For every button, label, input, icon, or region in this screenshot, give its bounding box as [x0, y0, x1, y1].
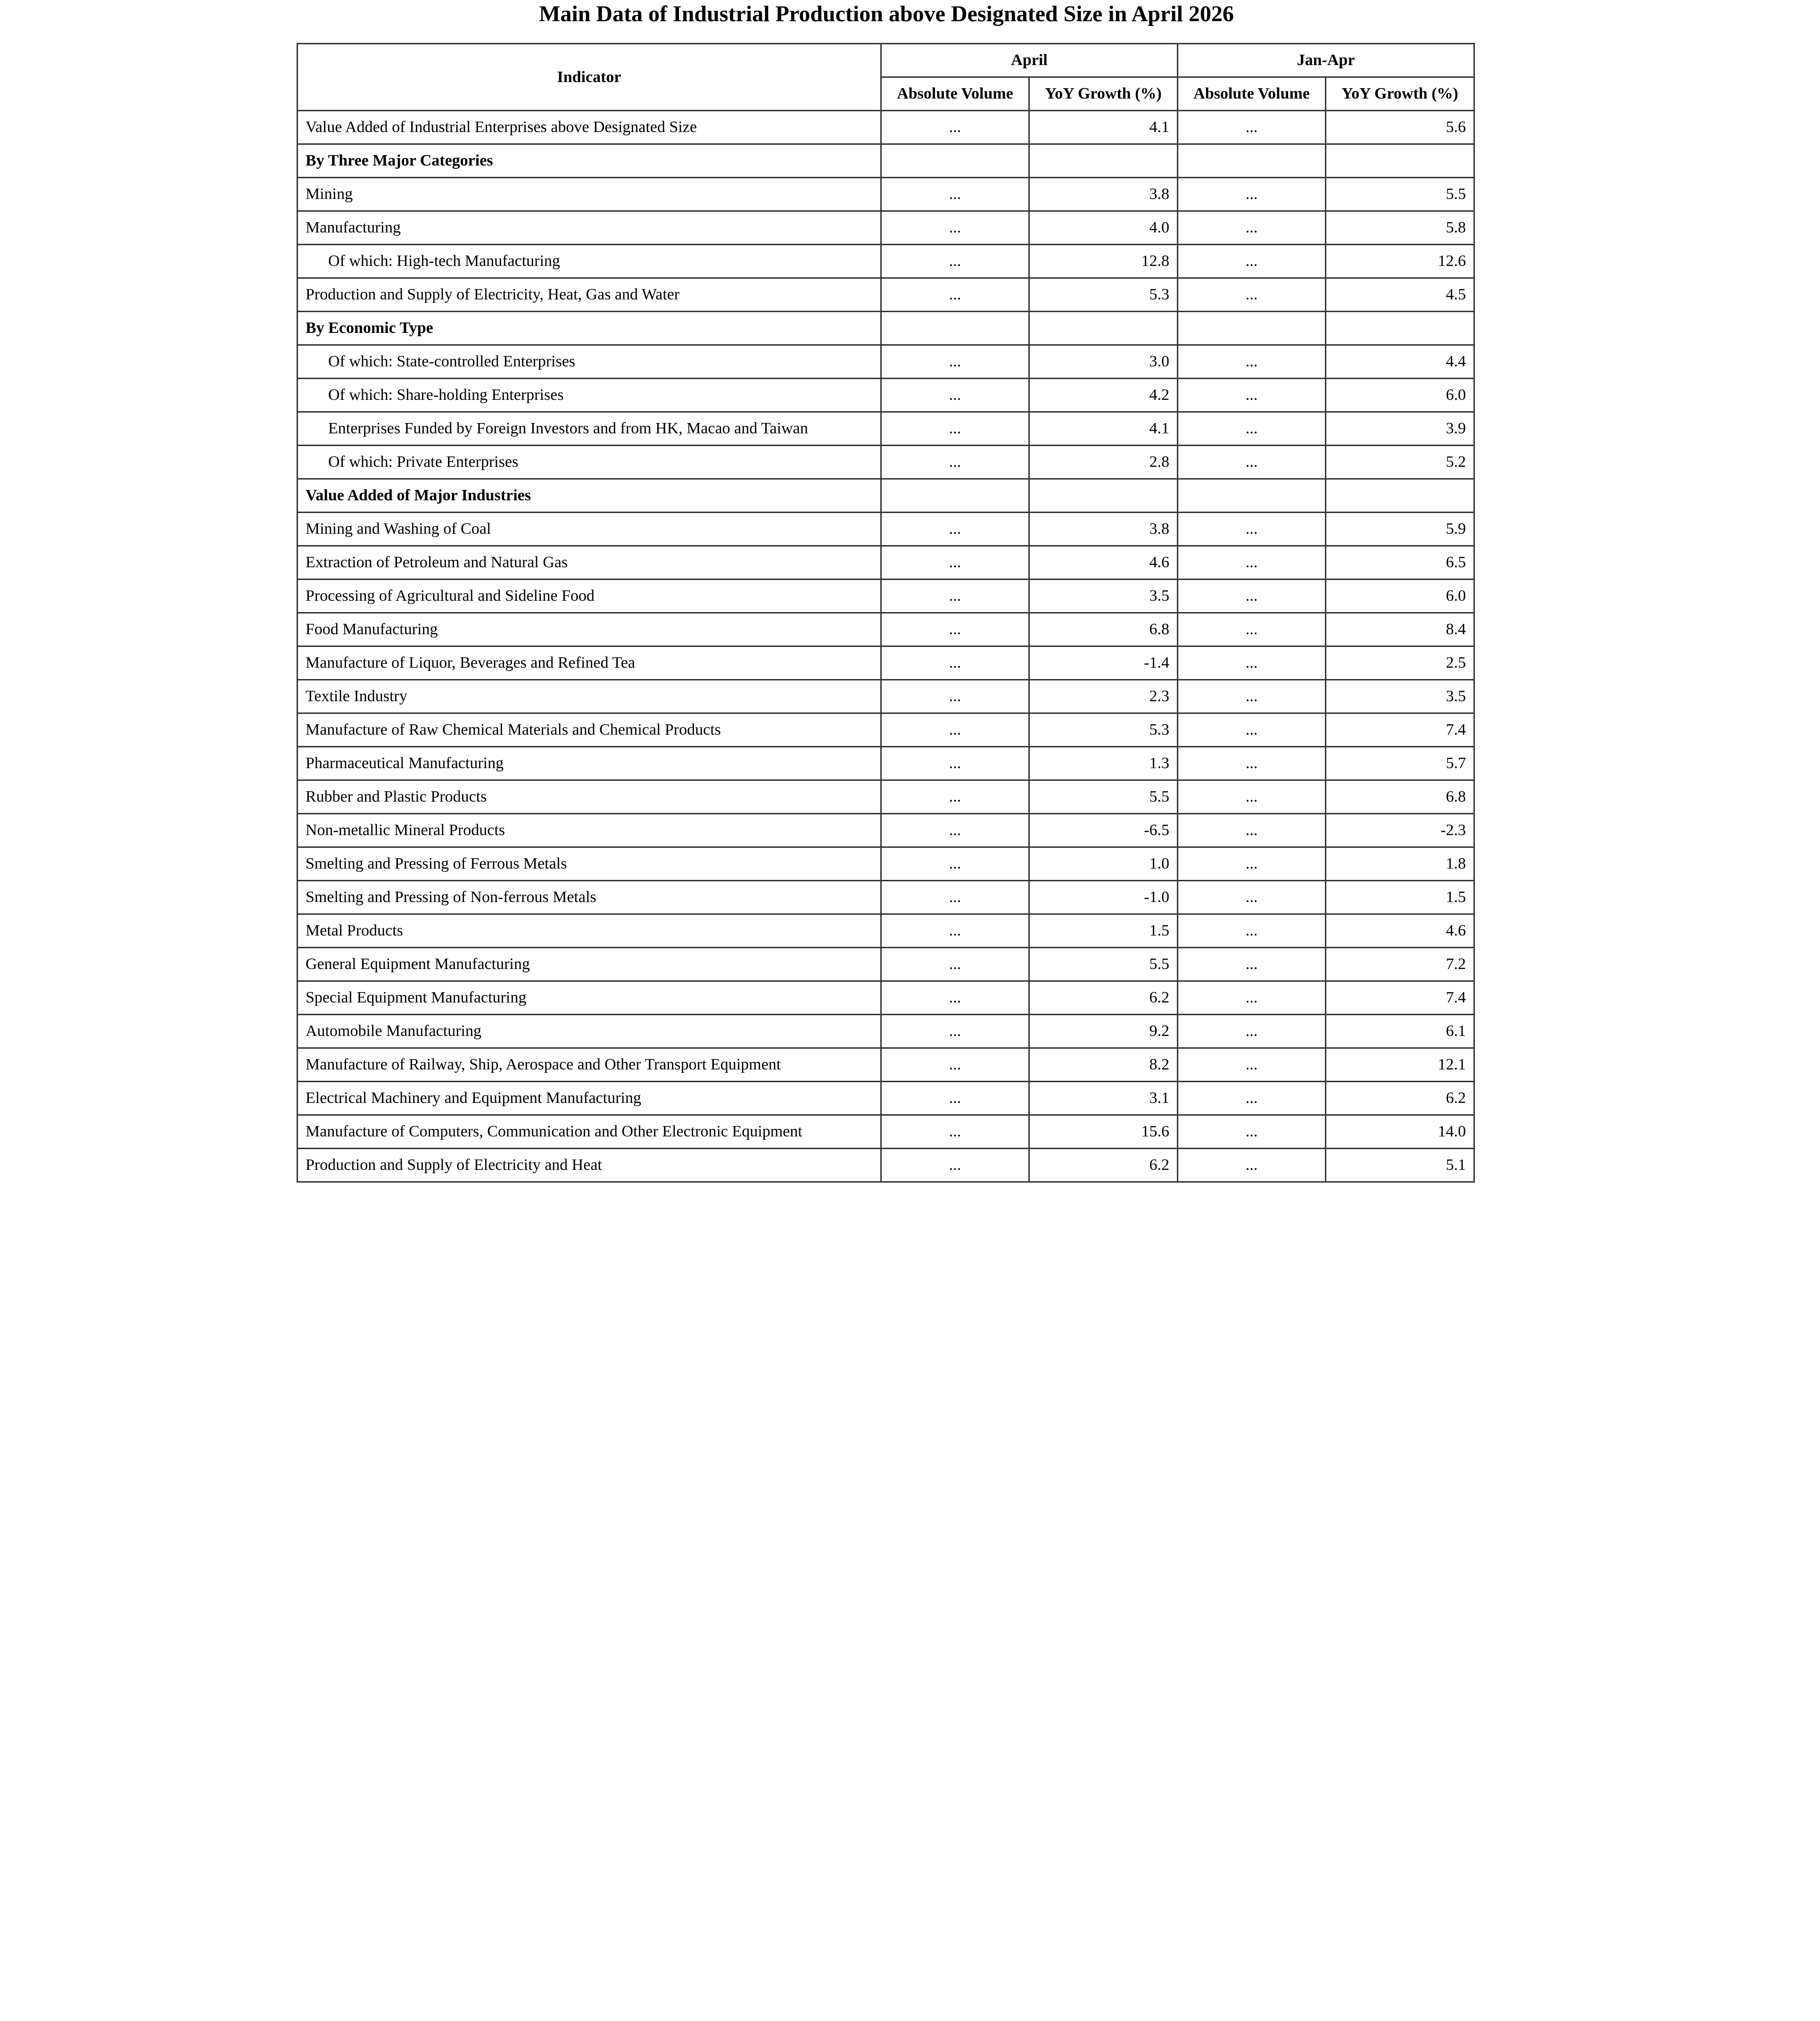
- row-jan-apr-yoy-growth: [1326, 312, 1474, 345]
- row-jan-apr-absolute-volume: ...: [1178, 948, 1326, 981]
- row-april-absolute-volume: ...: [881, 646, 1029, 680]
- row-april-yoy-growth: [1029, 479, 1178, 513]
- table-row: [298, 814, 1474, 847]
- row-indicator-label: Manufacture of Railway, Ship, Aerospace and Other Transport Equipment: [298, 1048, 881, 1082]
- row-jan-apr-yoy-growth: 5.5: [1326, 178, 1474, 211]
- row-indicator-label: Of which: High-tech Manufacturing: [298, 245, 881, 278]
- header-period-april: April: [881, 44, 1178, 77]
- industrial-production-table: [297, 43, 1475, 1183]
- row-april-absolute-volume: ...: [881, 914, 1029, 948]
- row-april-yoy-growth: 1.0: [1029, 847, 1178, 881]
- row-jan-apr-yoy-growth: 6.0: [1326, 580, 1474, 613]
- row-jan-apr-yoy-growth: 4.4: [1326, 345, 1474, 379]
- row-indicator-label: Of which: Share-holding Enterprises: [298, 379, 881, 412]
- table-row: [298, 780, 1474, 814]
- row-april-absolute-volume: ...: [881, 780, 1029, 814]
- table-row: [298, 1082, 1474, 1115]
- row-april-yoy-growth: 5.3: [1029, 278, 1178, 312]
- row-april-absolute-volume: ...: [881, 847, 1029, 881]
- row-indicator-label: Mining and Washing of Coal: [298, 513, 881, 546]
- row-jan-apr-absolute-volume: ...: [1178, 713, 1326, 747]
- row-jan-apr-absolute-volume: ...: [1178, 446, 1326, 479]
- row-april-absolute-volume: ...: [881, 948, 1029, 981]
- row-jan-apr-absolute-volume: ...: [1178, 747, 1326, 780]
- table-row: [298, 178, 1474, 211]
- row-april-yoy-growth: [1029, 312, 1178, 345]
- row-indicator-label: Pharmaceutical Manufacturing: [298, 747, 881, 780]
- page-title: Main Data of Industrial Production above Designated Size in April 2026: [539, 1, 1234, 26]
- row-jan-apr-yoy-growth: 1.8: [1326, 847, 1474, 881]
- row-jan-apr-absolute-volume: ...: [1178, 546, 1326, 580]
- table-row: [298, 546, 1474, 580]
- row-jan-apr-yoy-growth: 6.2: [1326, 1082, 1474, 1115]
- table-row: [298, 948, 1474, 981]
- row-jan-apr-yoy-growth: 3.9: [1326, 412, 1474, 446]
- row-april-absolute-volume: ...: [881, 412, 1029, 446]
- row-april-yoy-growth: 3.8: [1029, 178, 1178, 211]
- row-april-yoy-growth: [1029, 144, 1178, 178]
- row-jan-apr-yoy-growth: 5.7: [1326, 747, 1474, 780]
- table-row: [298, 513, 1474, 546]
- row-april-absolute-volume: ...: [881, 580, 1029, 613]
- row-april-yoy-growth: 1.3: [1029, 747, 1178, 780]
- row-april-yoy-growth: 6.8: [1029, 613, 1178, 646]
- row-april-absolute-volume: [881, 312, 1029, 345]
- row-jan-apr-yoy-growth: 5.1: [1326, 1149, 1474, 1182]
- table-header: [298, 44, 1474, 111]
- row-indicator-label: Special Equipment Manufacturing: [298, 981, 881, 1015]
- row-april-absolute-volume: ...: [881, 278, 1029, 312]
- row-indicator-label: Of which: State-controlled Enterprises: [298, 345, 881, 379]
- row-april-absolute-volume: ...: [881, 1015, 1029, 1048]
- row-april-yoy-growth: 4.6: [1029, 546, 1178, 580]
- row-jan-apr-yoy-growth: 6.5: [1326, 546, 1474, 580]
- row-jan-apr-absolute-volume: [1178, 144, 1326, 178]
- row-jan-apr-yoy-growth: 7.4: [1326, 981, 1474, 1015]
- row-april-yoy-growth: 2.8: [1029, 446, 1178, 479]
- row-jan-apr-absolute-volume: ...: [1178, 178, 1326, 211]
- table-row: [298, 446, 1474, 479]
- row-indicator-label: By Three Major Categories: [298, 144, 881, 178]
- row-april-absolute-volume: ...: [881, 211, 1029, 245]
- header-april-absolute-volume: Absolute Volume: [881, 77, 1029, 111]
- row-april-yoy-growth: 4.1: [1029, 111, 1178, 144]
- table-row: [298, 747, 1474, 780]
- row-jan-apr-absolute-volume: ...: [1178, 580, 1326, 613]
- row-april-absolute-volume: ...: [881, 613, 1029, 646]
- table-row: [298, 412, 1474, 446]
- row-jan-apr-yoy-growth: 4.5: [1326, 278, 1474, 312]
- row-jan-apr-absolute-volume: ...: [1178, 881, 1326, 914]
- row-jan-apr-absolute-volume: ...: [1178, 814, 1326, 847]
- row-april-absolute-volume: ...: [881, 1149, 1029, 1182]
- table-row: [298, 379, 1474, 412]
- row-april-yoy-growth: 3.8: [1029, 513, 1178, 546]
- row-jan-apr-yoy-growth: 5.2: [1326, 446, 1474, 479]
- row-april-yoy-growth: 6.2: [1029, 981, 1178, 1015]
- row-jan-apr-yoy-growth: 1.5: [1326, 881, 1474, 914]
- row-indicator-label: Rubber and Plastic Products: [298, 780, 881, 814]
- row-jan-apr-absolute-volume: [1178, 479, 1326, 513]
- row-jan-apr-yoy-growth: 6.8: [1326, 780, 1474, 814]
- header-row-periods: [298, 44, 1474, 77]
- row-april-absolute-volume: ...: [881, 680, 1029, 713]
- table-row: [298, 1015, 1474, 1048]
- row-jan-apr-yoy-growth: 3.5: [1326, 680, 1474, 713]
- row-indicator-label: Value Added of Major Industries: [298, 479, 881, 513]
- table-section-row: [298, 144, 1474, 178]
- row-indicator-label: Of which: Private Enterprises: [298, 446, 881, 479]
- row-indicator-label: Non-metallic Mineral Products: [298, 814, 881, 847]
- table-row: [298, 1115, 1474, 1149]
- table-row: [298, 613, 1474, 646]
- row-indicator-label: Food Manufacturing: [298, 613, 881, 646]
- table-row: [298, 680, 1474, 713]
- row-april-absolute-volume: ...: [881, 513, 1029, 546]
- row-indicator-label: Manufacture of Raw Chemical Materials and Chemical Products: [298, 713, 881, 747]
- row-indicator-label: Production and Supply of Electricity, Heat, Gas and Water: [298, 278, 881, 312]
- table-row: [298, 881, 1474, 914]
- table-row: [298, 211, 1474, 245]
- row-jan-apr-absolute-volume: ...: [1178, 278, 1326, 312]
- row-jan-apr-absolute-volume: ...: [1178, 981, 1326, 1015]
- row-indicator-label: Metal Products: [298, 914, 881, 948]
- row-jan-apr-yoy-growth: 5.9: [1326, 513, 1474, 546]
- row-april-absolute-volume: [881, 144, 1029, 178]
- table-body: [298, 111, 1474, 1182]
- row-april-yoy-growth: 12.8: [1029, 245, 1178, 278]
- row-jan-apr-absolute-volume: ...: [1178, 1082, 1326, 1115]
- row-indicator-label: By Economic Type: [298, 312, 881, 345]
- row-jan-apr-yoy-growth: 6.1: [1326, 1015, 1474, 1048]
- row-april-yoy-growth: 3.5: [1029, 580, 1178, 613]
- row-indicator-label: Manufacturing: [298, 211, 881, 245]
- row-jan-apr-yoy-growth: 6.0: [1326, 379, 1474, 412]
- table-row: [298, 713, 1474, 747]
- row-jan-apr-yoy-growth: 7.4: [1326, 713, 1474, 747]
- row-jan-apr-yoy-growth: -2.3: [1326, 814, 1474, 847]
- row-jan-apr-absolute-volume: ...: [1178, 914, 1326, 948]
- row-april-absolute-volume: ...: [881, 546, 1029, 580]
- table-section-row: [298, 312, 1474, 345]
- table-row: [298, 111, 1474, 144]
- table-row: [298, 847, 1474, 881]
- table-row: [298, 914, 1474, 948]
- row-jan-apr-absolute-volume: ...: [1178, 1115, 1326, 1149]
- row-indicator-label: Electrical Machinery and Equipment Manufacturing: [298, 1082, 881, 1115]
- row-april-absolute-volume: ...: [881, 1115, 1029, 1149]
- row-jan-apr-yoy-growth: [1326, 479, 1474, 513]
- row-april-yoy-growth: 4.1: [1029, 412, 1178, 446]
- row-jan-apr-absolute-volume: ...: [1178, 847, 1326, 881]
- row-indicator-label: Mining: [298, 178, 881, 211]
- row-april-absolute-volume: ...: [881, 1082, 1029, 1115]
- row-april-yoy-growth: 6.2: [1029, 1149, 1178, 1182]
- row-april-absolute-volume: ...: [881, 379, 1029, 412]
- row-indicator-label: Production and Supply of Electricity and Heat: [298, 1149, 881, 1182]
- row-jan-apr-absolute-volume: ...: [1178, 513, 1326, 546]
- row-april-absolute-volume: ...: [881, 446, 1029, 479]
- row-jan-apr-absolute-volume: [1178, 312, 1326, 345]
- row-indicator-label: Enterprises Funded by Foreign Investors and from HK, Macao and Taiwan: [298, 412, 881, 446]
- row-april-absolute-volume: ...: [881, 713, 1029, 747]
- row-april-absolute-volume: ...: [881, 111, 1029, 144]
- row-jan-apr-yoy-growth: 4.6: [1326, 914, 1474, 948]
- row-april-yoy-growth: 5.5: [1029, 780, 1178, 814]
- row-april-absolute-volume: ...: [881, 814, 1029, 847]
- row-april-yoy-growth: 9.2: [1029, 1015, 1178, 1048]
- row-april-absolute-volume: [881, 479, 1029, 513]
- row-april-yoy-growth: -1.0: [1029, 881, 1178, 914]
- row-jan-apr-yoy-growth: 2.5: [1326, 646, 1474, 680]
- header-jan-apr-absolute-volume: Absolute Volume: [1178, 77, 1326, 111]
- row-indicator-label: Smelting and Pressing of Ferrous Metals: [298, 847, 881, 881]
- row-indicator-label: Automobile Manufacturing: [298, 1015, 881, 1048]
- row-jan-apr-absolute-volume: ...: [1178, 1048, 1326, 1082]
- row-indicator-label: Manufacture of Computers, Communication and Other Electronic Equipment: [298, 1115, 881, 1149]
- row-april-absolute-volume: ...: [881, 178, 1029, 211]
- row-indicator-label: Processing of Agricultural and Sideline Food: [298, 580, 881, 613]
- table-row: [298, 981, 1474, 1015]
- row-jan-apr-absolute-volume: ...: [1178, 1015, 1326, 1048]
- table-row: [298, 580, 1474, 613]
- row-jan-apr-absolute-volume: ...: [1178, 245, 1326, 278]
- row-jan-apr-yoy-growth: 8.4: [1326, 613, 1474, 646]
- row-april-yoy-growth: 3.1: [1029, 1082, 1178, 1115]
- header-jan-apr-yoy-growth: YoY Growth (%): [1326, 77, 1474, 111]
- table-row: [298, 245, 1474, 278]
- row-indicator-label: Manufacture of Liquor, Beverages and Refined Tea: [298, 646, 881, 680]
- table-row: [298, 646, 1474, 680]
- row-indicator-label: General Equipment Manufacturing: [298, 948, 881, 981]
- row-indicator-label: Smelting and Pressing of Non-ferrous Metals: [298, 881, 881, 914]
- row-jan-apr-yoy-growth: 12.1: [1326, 1048, 1474, 1082]
- row-indicator-label: Textile Industry: [298, 680, 881, 713]
- row-april-absolute-volume: ...: [881, 245, 1029, 278]
- header-indicator: Indicator: [298, 44, 881, 111]
- row-jan-apr-yoy-growth: 5.8: [1326, 211, 1474, 245]
- row-april-yoy-growth: 8.2: [1029, 1048, 1178, 1082]
- row-april-yoy-growth: 5.3: [1029, 713, 1178, 747]
- row-april-yoy-growth: 1.5: [1029, 914, 1178, 948]
- row-jan-apr-absolute-volume: ...: [1178, 613, 1326, 646]
- table-row: [298, 345, 1474, 379]
- header-april-yoy-growth: YoY Growth (%): [1029, 77, 1178, 111]
- row-jan-apr-absolute-volume: ...: [1178, 646, 1326, 680]
- row-april-yoy-growth: 15.6: [1029, 1115, 1178, 1149]
- row-jan-apr-yoy-growth: 12.6: [1326, 245, 1474, 278]
- row-jan-apr-absolute-volume: ...: [1178, 345, 1326, 379]
- row-april-absolute-volume: ...: [881, 1048, 1029, 1082]
- row-jan-apr-yoy-growth: 7.2: [1326, 948, 1474, 981]
- row-april-absolute-volume: ...: [881, 881, 1029, 914]
- row-april-yoy-growth: 4.0: [1029, 211, 1178, 245]
- row-jan-apr-absolute-volume: ...: [1178, 379, 1326, 412]
- table-row: [298, 1048, 1474, 1082]
- table-row: [298, 1149, 1474, 1182]
- row-indicator-label: Extraction of Petroleum and Natural Gas: [298, 546, 881, 580]
- header-period-jan-apr: Jan-Apr: [1178, 44, 1474, 77]
- table-row: [298, 278, 1474, 312]
- row-indicator-label: Value Added of Industrial Enterprises above Designated Size: [298, 111, 881, 144]
- row-jan-apr-yoy-growth: [1326, 144, 1474, 178]
- row-jan-apr-absolute-volume: ...: [1178, 780, 1326, 814]
- row-april-yoy-growth: 3.0: [1029, 345, 1178, 379]
- row-april-yoy-growth: -1.4: [1029, 646, 1178, 680]
- row-jan-apr-absolute-volume: ...: [1178, 412, 1326, 446]
- row-jan-apr-absolute-volume: ...: [1178, 1149, 1326, 1182]
- row-jan-apr-absolute-volume: ...: [1178, 211, 1326, 245]
- table-section-row: [298, 479, 1474, 513]
- row-jan-apr-yoy-growth: 5.6: [1326, 111, 1474, 144]
- row-jan-apr-absolute-volume: ...: [1178, 680, 1326, 713]
- row-april-yoy-growth: -6.5: [1029, 814, 1178, 847]
- row-april-absolute-volume: ...: [881, 747, 1029, 780]
- row-jan-apr-absolute-volume: ...: [1178, 111, 1326, 144]
- row-april-absolute-volume: ...: [881, 345, 1029, 379]
- row-april-yoy-growth: 2.3: [1029, 680, 1178, 713]
- row-jan-apr-yoy-growth: 14.0: [1326, 1115, 1474, 1149]
- row-april-yoy-growth: 5.5: [1029, 948, 1178, 981]
- row-april-absolute-volume: ...: [881, 981, 1029, 1015]
- row-april-yoy-growth: 4.2: [1029, 379, 1178, 412]
